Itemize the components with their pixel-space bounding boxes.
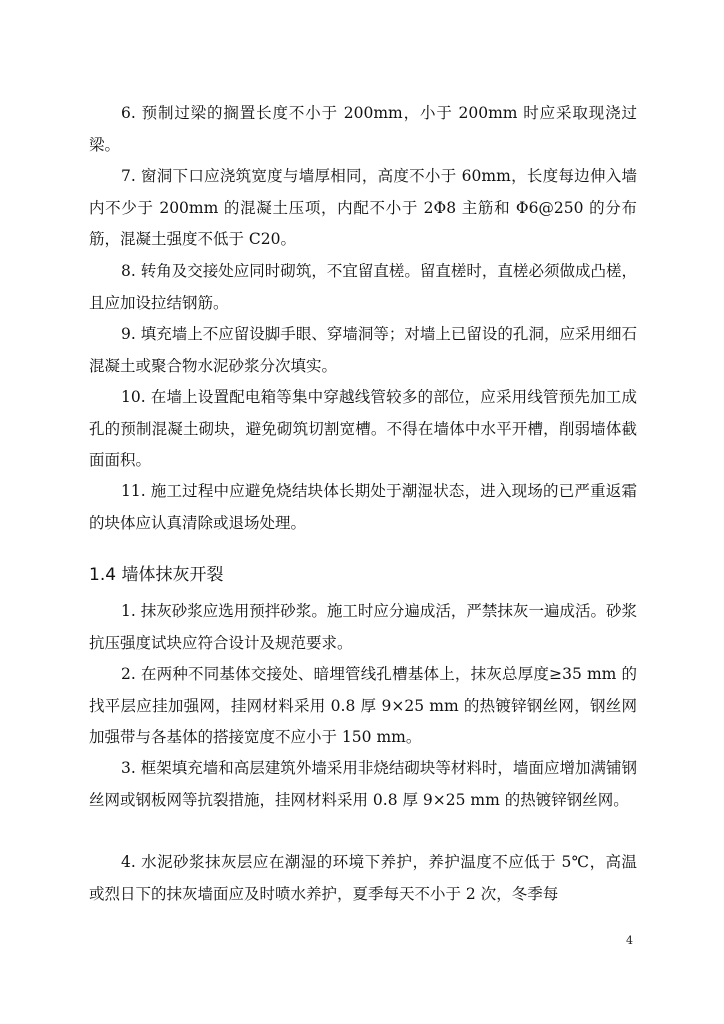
paragraph-item-9: 9. 填充墙上不应留设脚手眼、穿墙洞等；对墙上已留设的孔洞，应采用细石混凝土或聚合物水泥砂浆分次填实。 [89, 325, 637, 375]
paragraph-item-11: 11. 施工过程中应避免烧结块体长期处于潮湿状态，进入现场的已严重返霜的块体应认真清除或退场处理。 [89, 482, 637, 532]
page-number: 4 [626, 934, 633, 947]
paragraph-item-10: 10. 在墙上设置配电箱等集中穿越线管较多的部位，应采用线管预先加工成孔的预制混凝土砌块，避免砌筑切割宽槽。不得在墙体中水平开槽，削弱墙体截面面积。 [89, 388, 637, 469]
paragraph-item-6: 6. 预制过梁的搁置长度不小于 200mm，小于 200mm 时应采取现浇过梁。 [89, 104, 637, 154]
paragraph-item-8: 8. 转角及交接处应同时砌筑，不宜留直槎。留直槎时，直槎必须做成凸槎，且应加设拉结钢筋。 [89, 262, 637, 312]
paragraph-item-4: 4. 水泥砂浆抹灰层应在潮湿的环境下养护，养护温度不应低于 5℃，高温或烈日下的抹灰墙面应及时喷水养护，夏季每天不小于 2 次，冬季每 [89, 853, 637, 903]
paragraph-item-7: 7. 窗洞下口应浇筑宽度与墙厚相同，高度不小于 60mm，长度每边伸入墙内不少于 200mm 的混凝土压项，内配不小于 2Φ8 主筋和 Φ6@250 的分布筋，混凝土强度不低于 C20。 [89, 167, 637, 248]
section-heading: 1.4 墙体抹灰开裂 [89, 565, 224, 585]
paragraph-item-1: 1. 抹灰砂浆应选用预拌砂浆。施工时应分遍成活，严禁抹灰一遍成活。砂浆抗压强度试块应符合设计及规范要求。 [89, 602, 637, 652]
paragraph-item-3: 3. 框架填充墙和高层建筑外墙采用非烧结砌块等材料时，墙面应增加满铺钢丝网或钢板网等抗裂措施，挂网材料采用 0.8 厚 9×25 mm 的热镀锌钢丝网。 [89, 759, 637, 809]
paragraph-item-2: 2. 在两种不同基体交接处、暗埋管线孔槽基体上，抹灰总厚度≥35 mm 的找平层应挂加强网，挂网材料采用 0.8 厚 9×25 mm 的热镀锌钢丝网，钢丝网加强带与各基体的搭接宽度不应小于 150 mm。 [89, 665, 637, 746]
